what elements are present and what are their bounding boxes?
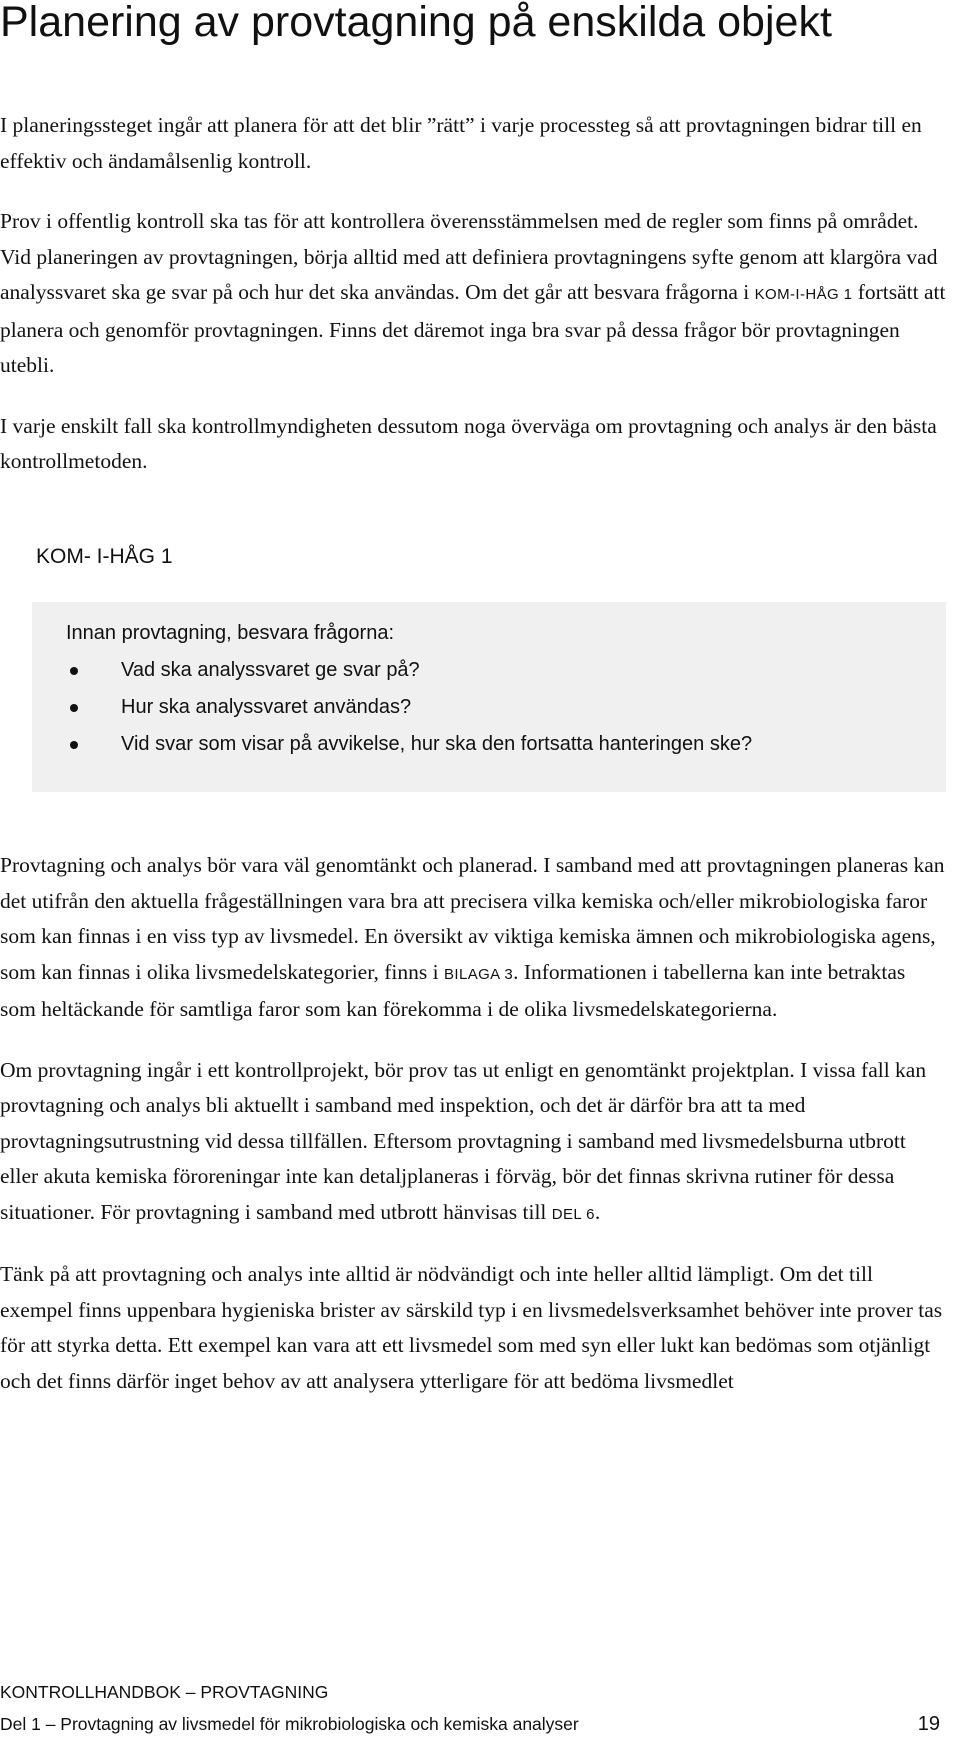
reminder-intro: Innan provtagning, besvara frågorna:: [66, 622, 394, 644]
del-6-reference: DEL 6: [551, 1205, 595, 1223]
reminder-item-text: Vad ska analyssvaret ge svar på?: [121, 659, 420, 681]
footer-part-title: Del 1 – Provtagning av livsmedel för mikrobiologiska och kemiska analyser: [0, 1714, 579, 1734]
reminder-item: [66, 689, 946, 726]
intro-paragraph-2-text-b: fortsätt att planera och genomför provtagningen. Finns det däremot inga bra svar på dessa frågor bör provtagningen utebli.: [0, 280, 946, 377]
reminder-item-text: Vid svar som visar på avvikelse, hur ska den fortsatta hanteringen ske?: [121, 733, 753, 755]
intro-paragraph-2-text-a: Prov i offentlig kontroll ska tas för att kontrollera överensstämmelsen med de regler som finns på området. Vid planeringen av provtagningen, börja alltid med att definiera provtagningens syfte genom att klargöra vad analyssvaret ska ge svar på och hur det ska användas. Om det går att besvara frågorna i: [0, 209, 938, 304]
intro-paragraph-2: [0, 204, 946, 384]
kom-i-hag-reference: KOM-I-HÅG 1: [754, 286, 853, 303]
bullet-icon: [70, 741, 78, 749]
reminder-item: [66, 726, 946, 763]
bilaga-3-reference: BILAGA 3: [443, 965, 514, 983]
page-number: 19: [917, 1713, 940, 1735]
reminder-box: [32, 602, 946, 792]
main-paragraph-2: [0, 1053, 946, 1233]
main-section: [0, 848, 946, 1399]
main-paragraph-2-text-b: .: [594, 1199, 601, 1224]
reminder-list: [66, 652, 946, 763]
footer-handbook-title: KONTROLLHANDBOK – PROVTAGNING: [0, 1682, 329, 1702]
main-paragraph-2-text-a: Om provtagning ingår i ett kontrollprojekt, bör prov tas ut enligt en genomtänkt projektplan. I vissa fall kan provtagning och analys bli aktuellt i samband med inspektion, och det är därför bra att ta med provtagningsutrustning vid dessa tillfällen. Eftersom provtagning i samband med livsmedelsburna utbrott eller akuta kemiska föroreningar inte kan detaljplaneras i förväg, bör det finnas skrivna rutiner för dessa situationer. För provtagning i samband med utbrott hänvisas till: [0, 1057, 927, 1224]
main-paragraph-3: Tänk på att provtagning och analys inte alltid är nödvändigt och inte heller alltid lämpligt. Om det till exempel finns uppenbara hygieniska brister av särskild typ i en livsmedelsverksamhet behöver inte prover tas för att styrka detta. Ett exempel kan vara att ett livsmedel som med syn eller lukt kan bedömas som otjänligt och det finns därför inget behov av att analysera ytterligare för att bedöma livsmedlet: [0, 1262, 943, 1393]
intro-section: [0, 108, 946, 480]
page-title: Planering av provtagning på enskilda objekt: [0, 0, 832, 46]
main-paragraph-1-text-b: . Informationen i tabellerna kan inte betraktas som heltäckande för samtliga faror som kan förekomma i de olika livsmedelskategorierna.: [0, 959, 906, 1021]
reminder-item: [66, 652, 946, 689]
main-paragraph-1-text-a: Provtagning och analys bör vara väl genomtänkt och planerad. I samband med att provtagningen planeras kan det utifrån den aktuella frågeställningen vara bra att precisera vilka kemiska och/eller mikrobiologiska faror som kan finnas i en viss typ av livsmedel. En översikt av viktiga kemiska ämnen och mikrobiologiska agens, som kan finnas i olika livsmedelskategorier, finns i: [0, 853, 945, 984]
bullet-icon: [70, 704, 78, 712]
bullet-icon: [70, 667, 78, 675]
main-paragraph-1: [0, 848, 946, 1028]
page-footer: [0, 1676, 940, 1740]
intro-paragraph-1: I planeringssteget ingår att planera för att det blir ”rätt” i varje processteg så att provtagningen bidrar till en effektiv och ändamålsenlig kontroll.: [0, 113, 922, 173]
intro-paragraph-3: I varje enskilt fall ska kontrollmyndigheten dessutom noga överväga om provtagning och analys är den bästa kontrollmetoden.: [0, 413, 937, 473]
reminder-heading: KOM- I-HÅG 1: [36, 545, 173, 568]
footer-part-line: [0, 1708, 940, 1740]
reminder-item-text: Hur ska analyssvaret användas?: [121, 696, 412, 718]
